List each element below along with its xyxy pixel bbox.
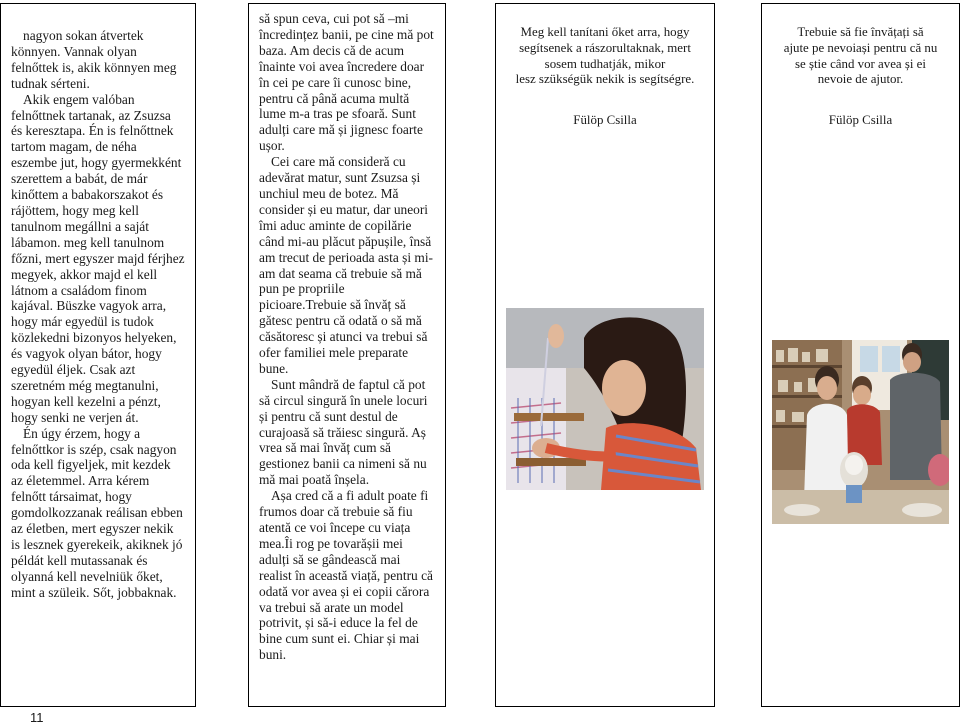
paragraph: Én úgy érzem, hogy a felnőttkor is szép, csak nagyon oda kell figyeljek, mit kezdek az életemmel. Arra kérem felnőtt társaimat, hogy gomdolkozzanak reálisan ebben az életben, mert egyszer nekik is lesznek gyerekeik, akiknek jó példát kell mutassanak és olyanná kell nevelniük őket, mint a szüleik. Sőt, jobbaknak. [11,425,183,600]
column1-text [11,28,185,601]
page-number: 11 [30,710,44,725]
pottery-workshop-photo [772,340,949,524]
closing-text [506,25,704,88]
paragraph: Așa cred că a fi adult poate fi frumos doar că trebuie să fiu atentă ce voi începe cu viața mea.Îi rog pe tovarășii mei adulți să se gândească mai realist în această viață, pentru că odată vor avea și ei copii cărora va trebui să arate un model potrivit, și să-i educe la fel de bine cum sunt ei. Chiar și mai buni. [259,488,433,663]
paragraph: să spun ceva, cui pot să –mi încredințez banii, pe cine mă pot baza. Am decis că de acum înainte voi avea încredere doar în cei pe care îi cunosc bine, pentru că până acuma multă lume m-a tras pe sfoară. Sunt adulți care mă și jignesc foarte ușor. [259,11,434,154]
author-signature: Fülöp Csilla [573,113,637,128]
weaving-girl-photo [506,308,704,490]
hungarian-closing-column [495,3,715,707]
text-line: sosem tudhatják, mikor [544,56,666,71]
text-line: ajute pe nevoiași pentru că nu [783,40,938,55]
text-line: Trebuie să fie învățați să [797,25,924,39]
paragraph: Sunt mândră de faptul că pot să circul singură în unele locuri și pentru că sunt destul de curajoasă să trăiesc singură. Aș vrea să mai învăț cum să gestionez banii ca nimeni să nu mă mai poată înșela. [259,376,428,488]
text-line: segítsenek a rászorultaknak, mert [519,40,691,55]
romanian-closing-column [761,3,960,707]
paragraph: Akik engem valóban felnőttnek tartanak, az Zsuzsa és keresztapa. Én is felnőttnek tartom magam, de néha eszembe jut, hogy gyermekként szerettem a babát, de már kinőttem a babakorszakot és rájöttem, hogy meg kell tanulnom megállni a saját lábamon. meg kell tanulnom főzni, mert egyszer majd férjhez megyek, akkor majd el kell látnom a családom finom kajával. Büszke vagyok arra, hogy már egyedül is tudok közlekedni bizonyos helyeken, és vagyok olyan bátor, hogy egyedül éljek. Csak azt szeretném még megtanulni, hogyan kell kezelni a pénzt, hogy senki ne verjen át. [11,91,185,425]
text-line: nevoie de ajutor. [817,72,904,87]
text-line: lesz szükségük nekik is segítségre. [515,72,695,87]
text-line: se știe când vor avea și ei [794,56,926,71]
hungarian-text-column [0,3,196,707]
paragraph: Cei care mă consideră cu adevărat matur, sunt Zsuzsa și unchiul meu de botez. Mă consider și eu matur, dar uneori îmi aduc aminte de copilărie când mi-au plăcut păpușile, însă am trecut de perioada asta și mi-am dat seama că trebuie să mă pun pe propriile picioare.Trebuie să învăț să gătesc pentru că odată o să mă căsătoresc și atunci va trebui să ofer familiei mele preparate bune. [259,154,434,376]
romanian-text-column [248,3,446,707]
author-signature: Fülöp Csilla [828,113,893,128]
closing-text [772,25,949,88]
column2-text [259,11,435,663]
paragraph: nagyon sokan átvertek könnyen. Vannak olyan felnőttek is, akik könnyen meg tudnak sérteni. [11,28,177,91]
text-line: Meg kell tanítani őket arra, hogy [520,25,690,39]
